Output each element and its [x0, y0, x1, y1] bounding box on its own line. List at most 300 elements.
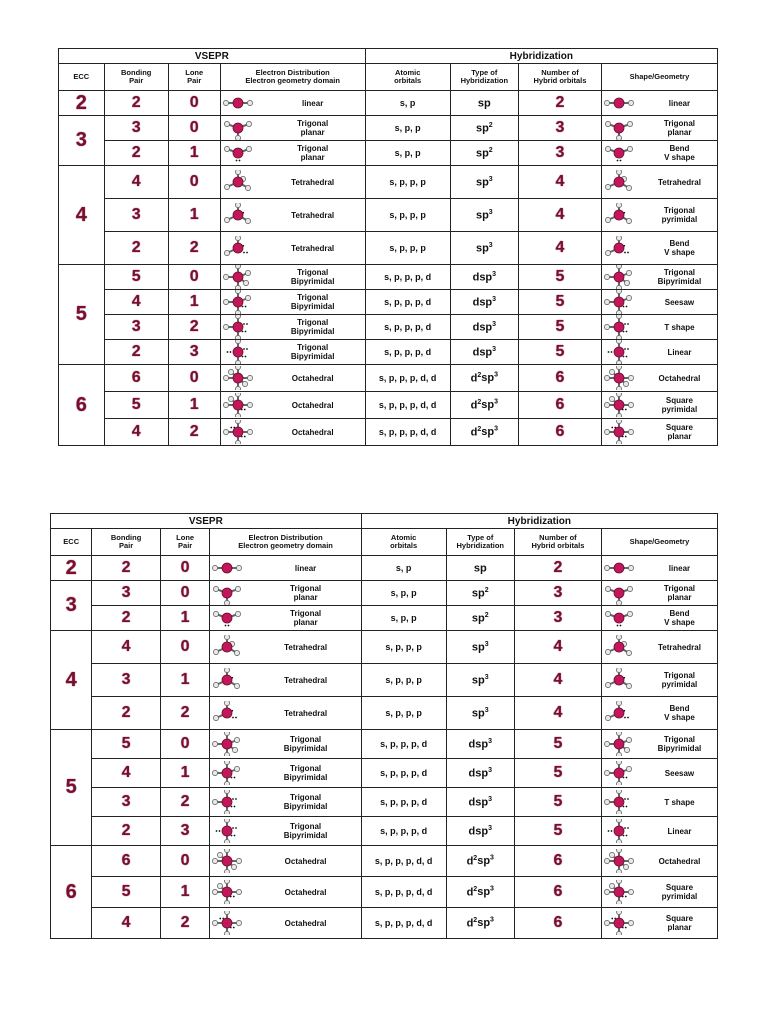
t-shape-molecule-icon [602, 790, 636, 814]
table-row [51, 730, 718, 759]
ecc-value: 2 [59, 91, 105, 116]
hybridization-superscript: 3 [492, 345, 497, 353]
shape-geometry-cell [601, 581, 717, 606]
hybridization-type-cell [450, 141, 518, 166]
hybridization-base: sp [471, 641, 485, 654]
atomic-orbitals-value: s, p, p, p, d [361, 788, 446, 817]
ecc-value: 3 [51, 581, 92, 631]
hybridization-suffix [481, 399, 498, 411]
shape-geometry-label: Trigonal planar [663, 119, 695, 137]
hybridization-superscript: 2 [484, 586, 489, 594]
shape-geometry-label: Trigonal pyrimidal [661, 671, 698, 689]
table-row [51, 908, 718, 939]
electron-distribution-header: Electron Distribution Electron geometry domain [220, 64, 365, 91]
shape-geometry-cell [601, 631, 717, 664]
ecc-header: ECC [51, 529, 92, 556]
t-shape-molecule-domain-icon [221, 315, 255, 339]
electron-domain-label: Octahedral [291, 400, 334, 410]
electron-domain-label: Trigonal Bipyrimidal [283, 822, 328, 840]
hybridization-suffix-text: sp [481, 426, 495, 439]
table-row [51, 877, 718, 908]
electron-domain-cell [210, 730, 361, 759]
hybridization-superscript: 2 [488, 146, 493, 154]
hybridization-type-cell [446, 664, 514, 697]
electron-domain-cell [210, 664, 361, 697]
shape-geometry-cell [601, 166, 717, 199]
linear-vertical-molecule-icon [602, 340, 636, 364]
hybridization-superscript: 3 [492, 270, 497, 278]
lone-pair-value: 0 [160, 730, 210, 759]
lone-pair-value: 0 [168, 116, 220, 141]
shape-geometry-label: Square pyrimidal [661, 396, 698, 414]
electron-domain-label: Tetrahedral [284, 675, 328, 685]
bonding-pair-value: 3 [104, 116, 168, 141]
lone-pair-value: 1 [160, 877, 210, 908]
hybrid-orbitals-count: 5 [519, 290, 602, 315]
linear-molecule-icon [602, 556, 636, 580]
hybridization-superscript: 3 [488, 795, 492, 803]
atomic-orbitals-value: s, p, p, p, d, d [361, 908, 446, 939]
trigonal-bipyramidal-molecule-domain-icon [221, 265, 255, 289]
square-planar-molecule-domain-icon [210, 911, 244, 935]
atomic-orbitals-value: s, p, p, p, d, d [361, 877, 446, 908]
hybridization-base: d [466, 855, 474, 868]
electron-domain-label: Trigonal Bipyrimidal [290, 343, 335, 361]
trigonal-pyramidal-molecule-icon [602, 668, 636, 692]
hybridization-type-cell [446, 788, 514, 817]
hybrid-orbitals-count: 5 [514, 817, 601, 846]
electron-domain-label: Tetrahedral [291, 243, 335, 253]
electron-domain-cell [220, 166, 365, 199]
shape-geometry-label: Square planar [665, 423, 693, 441]
electron-distribution-header: Electron Distribution Electron geometry domain [210, 529, 361, 556]
hybridization-type-cell [446, 759, 514, 788]
hybridization-type-cell [450, 199, 518, 232]
electron-domain-label: Octahedral [284, 918, 327, 928]
electron-domain-cell [220, 91, 365, 116]
hybridization-type-cell [450, 392, 518, 419]
hybrid-orbitals-count: 6 [519, 419, 602, 446]
hybrid-orbitals-count: 3 [514, 606, 601, 631]
hybridization-type-cell [450, 91, 518, 116]
hybridization-suffix-superscript: 3 [490, 916, 494, 924]
lone-pair-value: 2 [168, 419, 220, 446]
hybridization-base: sp [473, 562, 487, 575]
shape-geometry-cell [601, 199, 717, 232]
shape-geometry-cell [601, 265, 717, 290]
hybridization-base: dsp [472, 321, 493, 334]
bonding-pair-value: 3 [92, 664, 160, 697]
lone-pair-value: 1 [168, 141, 220, 166]
electron-domain-cell [210, 697, 361, 730]
hybridization-base: dsp [468, 767, 489, 780]
type-of-hybridization-header: Type of Hybridization [446, 529, 514, 556]
hybridization-suffix-text: sp [481, 399, 495, 412]
electron-domain-cell [210, 908, 361, 939]
hybridization-base: sp [475, 176, 489, 189]
lone-pair-value: 1 [168, 392, 220, 419]
hybridization-type-cell [446, 817, 514, 846]
hybrid-orbitals-count: 6 [514, 846, 601, 877]
octahedral-molecule-domain-icon [221, 366, 255, 390]
lone-pair-value: 0 [168, 365, 220, 392]
hybrid-orbitals-count: 6 [519, 392, 602, 419]
hybridization-superscript: 3 [492, 320, 497, 328]
bonding-pair-value: 4 [92, 908, 160, 939]
hybridization-superscript: 3 [488, 175, 493, 183]
shape-geometry-header: Shape/Geometry [601, 64, 717, 91]
atomic-orbitals-value: s, p, p, p, d, d [361, 846, 446, 877]
bonding-pair-value: 2 [92, 556, 160, 581]
shape-geometry-cell [601, 606, 717, 631]
shape-geometry-label: linear [668, 563, 691, 573]
hybridization-base: dsp [472, 296, 493, 309]
hybridization-suffix-superscript: 3 [494, 371, 499, 379]
vsepr-table-bottom [50, 513, 718, 939]
trigonal-planar-molecule-domain-icon [221, 116, 255, 140]
atomic-orbitals-value: s, p, p, p, d [361, 730, 446, 759]
atomic-orbitals-value: s, p, p, p [365, 166, 450, 199]
bonding-pair-value: 2 [104, 141, 168, 166]
electron-domain-cell [210, 877, 361, 908]
atomic-orbitals-value: s, p, p, p, d [361, 759, 446, 788]
table-row [59, 199, 718, 232]
hybridization-base: sp [471, 707, 485, 720]
hybridization-base: sp [471, 612, 485, 625]
hybridization-base: sp [475, 209, 489, 222]
lone-pair-value: 0 [160, 846, 210, 877]
shape-geometry-cell [601, 908, 717, 939]
electron-domain-cell [220, 265, 365, 290]
atomic-orbitals-value: s, p [361, 556, 446, 581]
octahedral-molecule-domain-icon [210, 849, 244, 873]
hybridization-suffix [481, 372, 498, 384]
electron-domain-label: Trigonal planar [297, 144, 329, 162]
shape-geometry-label: Bend V shape [664, 144, 695, 162]
atomic-orbitals-value: s, p, p, p, d, d [365, 419, 450, 446]
hybridization-suffix-superscript: 3 [490, 854, 494, 862]
electron-domain-label: Tetrahedral [284, 642, 328, 652]
bent-molecule-domain-icon [210, 701, 244, 725]
t-shape-molecule-icon [602, 315, 636, 339]
atomic-orbitals-value: s, p, p, p [361, 697, 446, 730]
bent-molecule-icon [602, 236, 636, 260]
hybridization-suffix-text: sp [477, 886, 491, 899]
atomic-orbitals-value: s, p, p, p, d [365, 290, 450, 315]
shape-geometry-label: linear [668, 98, 691, 108]
hybridization-superscript: 3 [488, 824, 492, 832]
hybridization-superscript: 2 [488, 121, 493, 129]
lone-pair-value: 1 [160, 664, 210, 697]
hybridization-type-cell [446, 631, 514, 664]
hybrid-orbitals-count: 4 [519, 199, 602, 232]
tetrahedral-molecule-domain-icon [210, 635, 244, 659]
number-of-hybrid-orbitals-header: Number of Hybrid orbitals [514, 529, 601, 556]
linear-vertical-molecule-icon [602, 819, 636, 843]
hybrid-orbitals-count: 4 [514, 631, 601, 664]
square-planar-molecule-icon [602, 420, 636, 444]
lone-pair-value: 1 [168, 199, 220, 232]
hybridization-base: sp [475, 122, 489, 135]
bonding-pair-value: 3 [92, 581, 160, 606]
square-pyramidal-molecule-icon [602, 880, 636, 904]
vsepr-table-top [58, 48, 718, 446]
linear-vertical-molecule-domain-icon [221, 340, 255, 364]
ecc-value: 5 [51, 730, 92, 846]
bonding-pair-value: 2 [104, 91, 168, 116]
shape-geometry-label: Seesaw [664, 768, 695, 778]
hybridization-base: d [466, 886, 474, 899]
electron-domain-label: linear [301, 98, 324, 108]
square-pyramidal-molecule-domain-icon [221, 393, 255, 417]
lone-pair-value: 1 [160, 759, 210, 788]
trigonal-pyramidal-molecule-domain-icon [221, 203, 255, 227]
hybridization-heading: Hybridization [365, 49, 717, 64]
electron-domain-cell [220, 141, 365, 166]
trigonal-bipyramidal-molecule-icon [602, 732, 636, 756]
shape-geometry-label: Trigonal planar [663, 584, 696, 602]
lone-pair-value: 0 [168, 166, 220, 199]
shape-geometry-cell [601, 392, 717, 419]
hybridization-base: dsp [472, 346, 493, 359]
electron-domain-label: Octahedral [284, 856, 327, 866]
electron-domain-cell [210, 606, 361, 631]
hybridization-base: sp [475, 242, 489, 255]
hybridization-suffix-text: sp [477, 917, 491, 930]
vsepr-heading: VSEPR [59, 49, 366, 64]
trigonal-planar-molecule-domain-icon [210, 581, 244, 605]
bonding-pair-value: 2 [92, 606, 160, 631]
shape-geometry-label: Trigonal Bipyrimidal [657, 268, 702, 286]
electron-domain-cell [210, 759, 361, 788]
hybrid-orbitals-count: 2 [519, 91, 602, 116]
table-row [51, 788, 718, 817]
shape-geometry-cell [601, 91, 717, 116]
hybridization-superscript: 3 [484, 640, 489, 648]
hybridization-type-cell [450, 340, 518, 365]
bonding-pair-header: Bonding Pair [104, 64, 168, 91]
hybridization-superscript: 2 [477, 371, 482, 379]
hybridization-type-cell [446, 877, 514, 908]
table-row [59, 419, 718, 446]
bonding-pair-value: 3 [92, 788, 160, 817]
shape-geometry-cell [601, 759, 717, 788]
table-row [59, 166, 718, 199]
hybridization-base: dsp [472, 271, 493, 284]
square-pyramidal-molecule-icon [602, 393, 636, 417]
hybrid-orbitals-count: 6 [519, 365, 602, 392]
bonding-pair-value: 4 [92, 631, 160, 664]
bonding-pair-value: 2 [92, 697, 160, 730]
table-row [51, 846, 718, 877]
type-of-hybridization-header: Type of Hybridization [450, 64, 518, 91]
hybridization-base: sp [475, 147, 489, 160]
linear-molecule-domain-icon [221, 91, 255, 115]
electron-domain-cell [220, 340, 365, 365]
hybrid-orbitals-count: 4 [519, 232, 602, 265]
atomic-orbitals-value: s, p, p, p, d [365, 265, 450, 290]
shape-geometry-cell [601, 788, 717, 817]
ecc-value: 3 [59, 116, 105, 166]
shape-geometry-label: Linear [667, 347, 692, 357]
electron-domain-cell [220, 199, 365, 232]
hybridization-superscript: 3 [488, 766, 492, 774]
column-header-row [59, 64, 718, 91]
hybridization-type-cell [446, 730, 514, 759]
header-group-row [51, 514, 718, 529]
hybridization-superscript: 3 [484, 673, 489, 681]
shape-geometry-label: Trigonal pyrimidal [661, 206, 698, 224]
atomic-orbitals-value: s, p, p, p, d [365, 340, 450, 365]
trigonal-pyramidal-molecule-domain-icon [210, 668, 244, 692]
atomic-orbitals-value: s, p, p, p, d [365, 315, 450, 340]
hybridization-superscript: 2 [473, 916, 478, 924]
hybridization-suffix [477, 917, 494, 929]
shape-geometry-cell [601, 290, 717, 315]
electron-domain-label: Tetrahedral [291, 210, 335, 220]
bonding-pair-value: 2 [104, 232, 168, 265]
hybrid-orbitals-count: 4 [514, 664, 601, 697]
table-row [51, 631, 718, 664]
electron-domain-cell [210, 817, 361, 846]
electron-domain-label: Trigonal Bipyrimidal [290, 268, 335, 286]
hybridization-suffix-superscript: 3 [494, 425, 499, 433]
trigonal-planar-molecule-icon [602, 581, 636, 605]
electron-domain-cell [220, 116, 365, 141]
electron-domain-label: linear [294, 563, 317, 573]
shape-geometry-cell [601, 817, 717, 846]
bonding-pair-value: 5 [104, 265, 168, 290]
table-row [51, 759, 718, 788]
atomic-orbitals-value: s, p, p [361, 581, 446, 606]
square-planar-molecule-domain-icon [221, 420, 255, 444]
hybrid-orbitals-count: 3 [519, 116, 602, 141]
shape-geometry-label: T shape [664, 322, 695, 332]
bent-molecule-domain-icon [210, 606, 244, 630]
ecc-value: 6 [59, 365, 105, 446]
hybridization-base: dsp [468, 738, 489, 751]
hybridization-suffix-superscript: 3 [494, 398, 499, 406]
electron-domain-cell [220, 315, 365, 340]
tetrahedral-molecule-icon [602, 635, 636, 659]
hybridization-base: dsp [468, 825, 489, 838]
hybridization-type-cell [450, 116, 518, 141]
seesaw-molecule-domain-icon [210, 761, 244, 785]
hybridization-type-cell [450, 265, 518, 290]
bonding-pair-value: 4 [104, 290, 168, 315]
electron-domain-label: Tetrahedral [284, 708, 328, 718]
electron-domain-label: Trigonal Bipyrimidal [290, 318, 335, 336]
shape-geometry-label: Trigonal Bipyrimidal [657, 735, 702, 753]
ecc-header: ECC [59, 64, 105, 91]
hybridization-superscript: 2 [473, 885, 478, 893]
electron-domain-cell [210, 556, 361, 581]
bent-molecule-icon [602, 141, 636, 165]
hybridization-type-cell [450, 365, 518, 392]
bonding-pair-header: Bonding Pair [92, 529, 160, 556]
hybrid-orbitals-count: 5 [514, 788, 601, 817]
ecc-value: 4 [51, 631, 92, 730]
table-row [59, 365, 718, 392]
vsepr-heading: VSEPR [51, 514, 362, 529]
hybridization-type-cell [446, 697, 514, 730]
electron-domain-label: Trigonal planar [297, 119, 329, 137]
shape-geometry-label: Seesaw [664, 297, 695, 307]
shape-geometry-cell [601, 877, 717, 908]
bent-molecule-domain-icon [221, 141, 255, 165]
hybridization-suffix-text: sp [481, 372, 495, 385]
bonding-pair-value: 6 [92, 846, 160, 877]
hybrid-orbitals-count: 6 [514, 908, 601, 939]
tetrahedral-molecule-icon [602, 170, 636, 194]
hybridization-base: sp [477, 97, 491, 110]
hybridization-type-cell [446, 606, 514, 631]
lone-pair-value: 2 [168, 315, 220, 340]
electron-domain-cell [220, 419, 365, 446]
number-of-hybrid-orbitals-header: Number of Hybrid orbitals [519, 64, 602, 91]
hybridization-type-cell [446, 846, 514, 877]
shape-geometry-label: Square pyrimidal [661, 883, 698, 901]
electron-domain-cell [210, 581, 361, 606]
shape-geometry-label: T shape [664, 797, 695, 807]
electron-domain-cell [220, 290, 365, 315]
atomic-orbitals-value: s, p, p, p, d, d [365, 365, 450, 392]
hybridization-superscript: 3 [484, 706, 489, 714]
octahedral-molecule-icon [602, 366, 636, 390]
hybridization-type-cell [450, 166, 518, 199]
atomic-orbitals-value: s, p, p, p [365, 232, 450, 265]
electron-domain-label: Trigonal Bipyrimidal [290, 293, 335, 311]
ecc-value: 2 [51, 556, 92, 581]
shape-geometry-cell [601, 846, 717, 877]
hybridization-type-cell [450, 232, 518, 265]
electron-domain-label: Octahedral [291, 373, 334, 383]
hybrid-orbitals-count: 5 [514, 759, 601, 788]
hybridization-suffix-text: sp [477, 855, 491, 868]
hybridization-base: d [470, 399, 478, 412]
hybrid-orbitals-count: 4 [514, 697, 601, 730]
lone-pair-value: 0 [168, 265, 220, 290]
hybridization-superscript: 3 [488, 208, 493, 216]
electron-domain-label: Trigonal Bipyrimidal [283, 793, 328, 811]
table-row [51, 664, 718, 697]
table-row [59, 91, 718, 116]
lone-pair-value: 3 [160, 817, 210, 846]
bonding-pair-value: 2 [104, 340, 168, 365]
bonding-pair-value: 4 [104, 166, 168, 199]
hybridization-type-cell [446, 581, 514, 606]
lone-pair-header: Lone Pair [168, 64, 220, 91]
shape-geometry-cell [601, 419, 717, 446]
electron-domain-cell [220, 365, 365, 392]
shape-geometry-cell [601, 340, 717, 365]
hybridization-superscript: 2 [477, 425, 482, 433]
bonding-pair-value: 3 [104, 199, 168, 232]
table-row [59, 315, 718, 340]
trigonal-planar-molecule-icon [602, 116, 636, 140]
table-row [59, 232, 718, 265]
bent-molecule-icon [602, 701, 636, 725]
electron-domain-label: Octahedral [284, 887, 327, 897]
table-row [51, 581, 718, 606]
hybridization-suffix [477, 886, 494, 898]
hybrid-orbitals-count: 6 [514, 877, 601, 908]
lone-pair-value: 0 [160, 631, 210, 664]
atomic-orbitals-value: s, p [365, 91, 450, 116]
ecc-value: 5 [59, 265, 105, 365]
hybrid-orbitals-count: 4 [519, 166, 602, 199]
seesaw-molecule-icon [602, 290, 636, 314]
